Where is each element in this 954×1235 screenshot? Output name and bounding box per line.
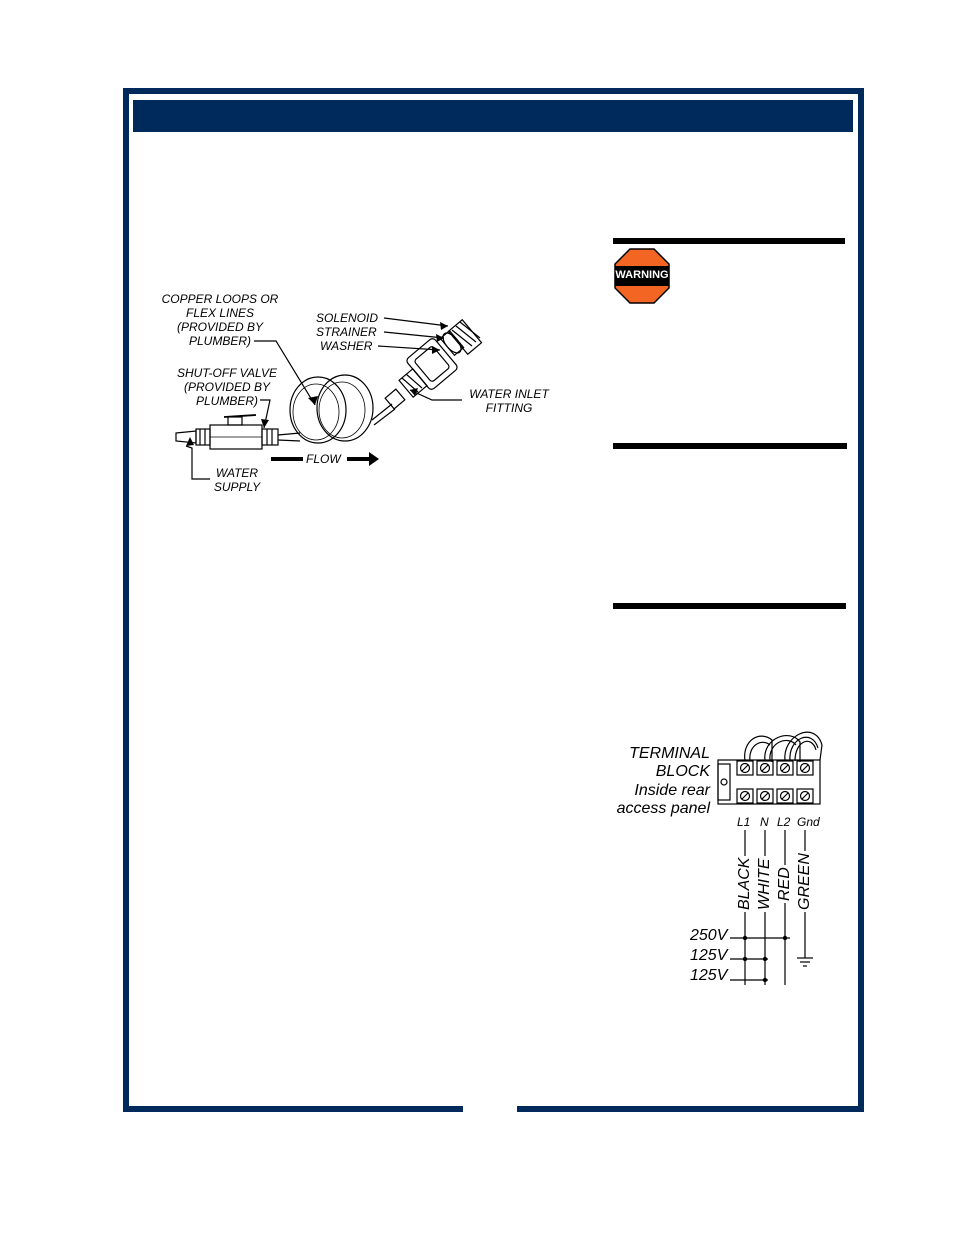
- inlet-line-1: WATER INLET: [469, 387, 549, 401]
- warning-sign-text: WARNING: [615, 269, 669, 281]
- shutoff-line-2: (PROVIDED BY: [183, 380, 270, 394]
- wire-black-label: BLACK: [736, 857, 753, 910]
- solenoid-label: SOLENOID: [316, 311, 379, 325]
- copper-loops-line-1: COPPER LOOPS OR: [161, 292, 279, 306]
- inlet-line-2: FITTING: [485, 401, 533, 415]
- voltage-125v-label-1: 125V: [690, 947, 728, 964]
- copper-loops-line-4: PLUMBER): [188, 334, 251, 348]
- wire-white-label: WHITE: [756, 858, 773, 910]
- copper-loops-line-2: FLEX LINES: [185, 306, 255, 320]
- terminal-label-line-2: BLOCK: [655, 763, 710, 780]
- terminal-l2-label: L2: [777, 815, 791, 829]
- terminal-n-label: N: [760, 815, 769, 829]
- terminal-location-line-2: access panel: [616, 800, 710, 817]
- washer-label: WASHER: [320, 339, 373, 353]
- terminal-gnd-label: Gnd: [797, 815, 820, 829]
- wire-green-label: GREEN: [796, 853, 813, 910]
- voltage-125v-label-2: 125V: [690, 967, 728, 984]
- terminal-block-label: [600, 745, 710, 781]
- terminal-l1-label: L1: [737, 815, 751, 829]
- shutoff-line-1: SHUT-OFF VALVE: [176, 366, 278, 380]
- voltage-250v-label: 250V: [690, 927, 728, 944]
- terminal-label-line-1: TERMINAL: [629, 745, 710, 762]
- shutoff-line-3: PLUMBER): [195, 394, 258, 408]
- supply-line-2: SUPPLY: [213, 480, 261, 494]
- terminal-location-line-1: Inside rear: [634, 782, 710, 799]
- supply-line-1: WATER: [215, 466, 259, 480]
- terminal-location-label: [590, 782, 710, 818]
- strainer-label: STRAINER: [316, 325, 377, 339]
- flow-label: FLOW: [306, 452, 341, 466]
- wire-red-label: RED: [776, 867, 793, 901]
- copper-loops-line-3: (PROVIDED BY: [176, 320, 263, 334]
